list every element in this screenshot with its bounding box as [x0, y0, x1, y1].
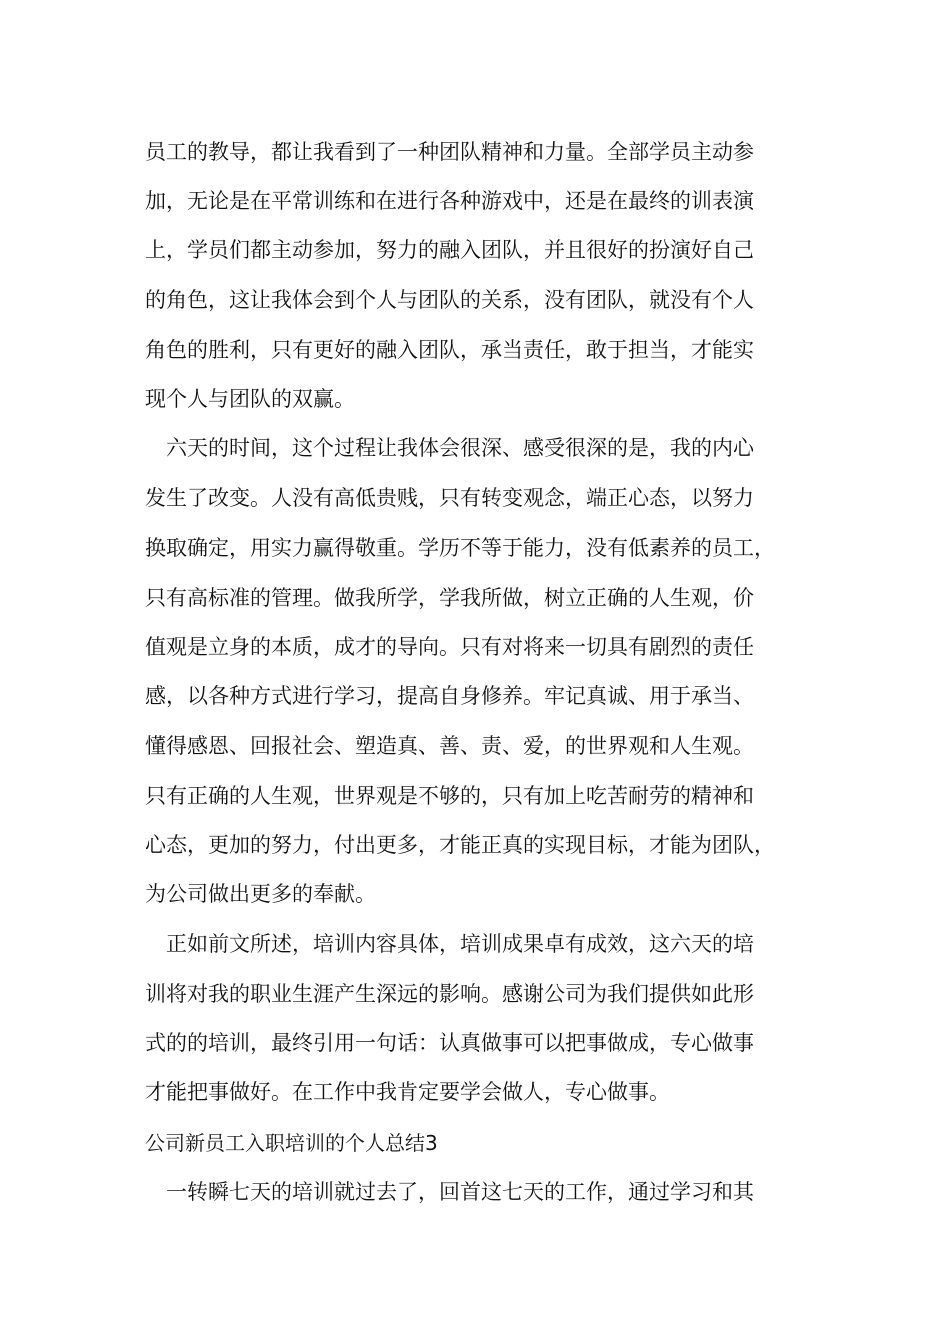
paragraph-line-20: 才能把事做好。在工作中我肯定要学会做人，专心做事。: [145, 1080, 670, 1104]
paragraph-line-7: 六天的时间，这个过程让我体会很深、感受很深的是，我的内心: [166, 436, 754, 460]
paragraph-line-21: 一转瞬七天的培训就过去了，回首这七天的工作，通过学习和其: [166, 1180, 754, 1204]
paragraph-line-4: 的角色，这让我体会到个人与团队的关系，没有团队，就没有个人: [145, 288, 754, 312]
paragraph-line-17: 正如前文所述，培训内容具体，培训成果卓有成效，这六天的培: [166, 932, 754, 956]
paragraph-line-15: 心态，更加的努力，付出更多，才能正真的实现目标，才能为团队，: [145, 833, 775, 857]
paragraph-line-3: 上，学员们都主动参加，努力的融入团队，并且很好的扮演好自己: [145, 238, 754, 262]
section-heading: 公司新员工入职培训的个人总结3: [145, 1131, 438, 1155]
paragraph-line-19: 式的的培训，最终引用一句话：认真做事可以把事做成，专心做事: [145, 1031, 754, 1055]
paragraph-line-18: 训将对我的职业生涯产生深远的影响。感谢公司为我们提供如此形: [145, 982, 754, 1006]
paragraph-line-10: 只有高标准的管理。做我所学，学我所做，树立正确的人生观，价: [145, 586, 754, 610]
paragraph-line-11: 值观是立身的本质，成才的导向。只有对将来一切具有剧烈的责任: [145, 635, 754, 659]
paragraph-line-8: 发生了改变。人没有高低贵贱，只有转变观念，端正心态，以努力: [145, 486, 754, 510]
paragraph-line-13: 懂得感恩、回报社会、塑造真、善、责、爱，的世界观和人生观。: [145, 734, 754, 758]
paragraph-line-5: 角色的胜利，只有更好的融入团队，承当责任，敢于担当，才能实: [145, 338, 754, 362]
paragraph-line-6: 现个人与团队的双赢。: [145, 387, 355, 411]
paragraph-line-2: 加，无论是在平常训练和在进行各种游戏中，还是在最终的训表演: [145, 189, 754, 213]
paragraph-line-12: 感，以各种方式进行学习，提高自身修养。牢记真诚、用于承当、: [145, 684, 754, 708]
paragraph-line-9: 换取确定，用实力赢得敬重。学历不等于能力，没有低素养的员工，: [145, 536, 775, 560]
paragraph-line-16: 为公司做出更多的奉献。: [145, 882, 376, 906]
paragraph-line-14: 只有正确的人生观，世界观是不够的，只有加上吃苦耐劳的精神和: [145, 784, 754, 808]
paragraph-line-1: 员工的教导，都让我看到了一种团队精神和力量。全部学员主动参: [145, 140, 754, 164]
